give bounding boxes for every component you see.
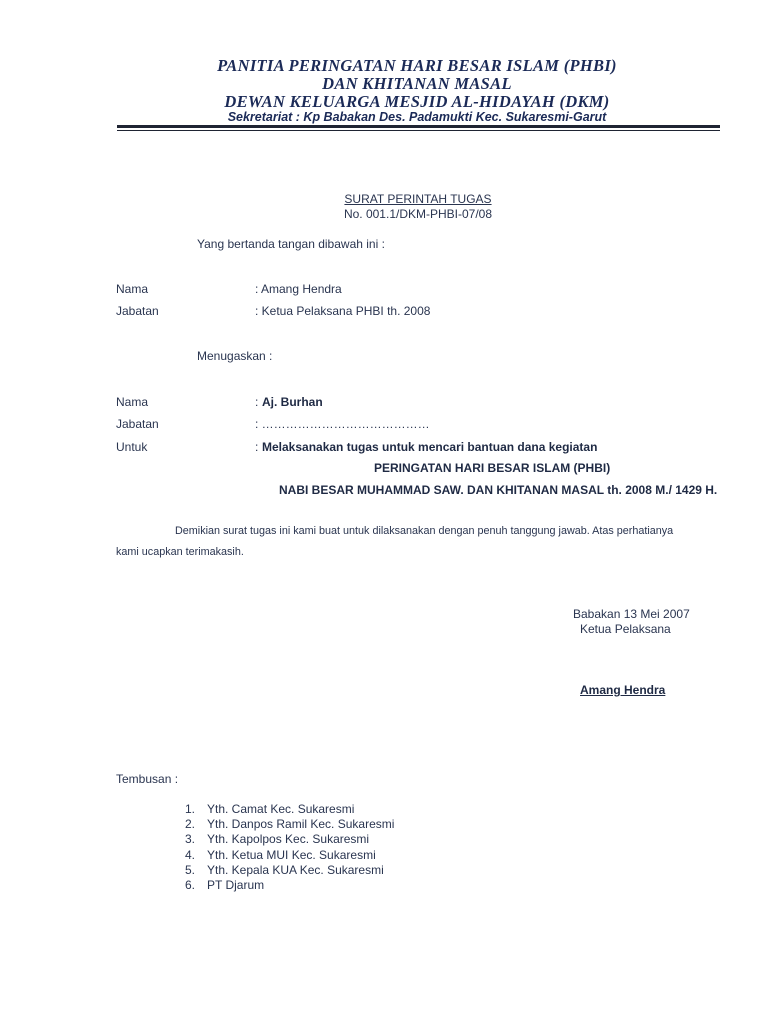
cc-item-text: PT Djarum — [207, 878, 265, 892]
cc-item-text: Yth. Danpos Ramil Kec. Sukaresmi — [207, 817, 395, 831]
cc-list-item — [185, 863, 384, 877]
assignee-purpose-label: Untuk — [116, 440, 148, 454]
intro-text: Yang bertanda tangan dibawah ini : — [197, 237, 385, 251]
cc-item-number: 6. — [185, 878, 196, 892]
assignee-purpose-line-2: PERINGATAN HARI BESAR ISLAM (PHBI) — [374, 461, 611, 475]
cc-list-item — [185, 848, 376, 862]
cc-item-text: Yth. Ketua MUI Kec. Sukaresmi — [207, 848, 376, 862]
cc-list-item — [185, 817, 394, 831]
signer-name-value: : Amang Hendra — [255, 282, 342, 296]
cc-list-item — [185, 832, 369, 846]
assignee-purpose-colon: : — [255, 440, 259, 454]
signature-name: Amang Hendra — [580, 683, 666, 697]
cc-list-item — [185, 878, 264, 892]
letterhead-secretariat: Sekretariat : Kp Babakan Des. Padamukti Kec. Sukaresmi-Garut — [227, 110, 607, 124]
document-number: No. 001.1/DKM-PHBI-07/08 — [343, 207, 493, 221]
cc-item-text: Yth. Camat Kec. Sukaresmi — [207, 802, 355, 816]
letterhead-line-1: PANITIA PERINGATAN HARI BESAR ISLAM (PHBI) — [217, 56, 617, 75]
signature-place-date: Babakan 13 Mei 2007 — [573, 607, 690, 621]
signer-position-label: Jabatan — [116, 304, 159, 318]
assignee-position-value: : …………………………………… — [255, 417, 430, 431]
cc-item-number: 1. — [185, 802, 196, 816]
assign-label: Menugaskan : — [197, 349, 273, 363]
signer-position-value: : Ketua Pelaksana PHBI th. 2008 — [255, 304, 431, 318]
assignee-purpose-line-1: Melaksanakan tugas untuk mencari bantuan dana kegiatan — [262, 440, 598, 454]
cc-item-text: Yth. Kepala KUA Kec. Sukaresmi — [207, 863, 384, 877]
letterhead-rule-thick — [117, 125, 720, 128]
signer-name-label: Nama — [116, 282, 149, 296]
cc-list-item — [185, 802, 354, 816]
assignee-name-colon: : — [255, 395, 259, 409]
signature-role: Ketua Pelaksana — [580, 622, 671, 636]
assignee-name-value: Aj. Burhan — [262, 395, 323, 409]
cc-item-number: 5. — [185, 863, 196, 877]
cc-label: Tembusan : — [116, 772, 179, 786]
document-title: SURAT PERINTAH TUGAS — [344, 192, 492, 206]
assignee-position-label: Jabatan — [116, 417, 159, 431]
cc-item-number: 4. — [185, 848, 196, 862]
closing-line-2: kami ucapkan terimakasih. — [116, 546, 244, 558]
letterhead-line-2: DAN KHITANAN MASAL — [322, 74, 512, 93]
cc-item-text: Yth. Kapolpos Kec. Sukaresmi — [207, 832, 370, 846]
assignee-name-label: Nama — [116, 395, 149, 409]
closing-line-1: Demikian surat tugas ini kami buat untuk dilaksanakan dengan penuh tanggung jawab. Atas perhatianya — [175, 525, 674, 537]
cc-item-number: 3. — [185, 832, 196, 846]
letterhead-line-3: DEWAN KELUARGA MESJID AL-HIDAYAH (DKM) — [224, 92, 610, 111]
assignee-purpose-line-3: NABI BESAR MUHAMMAD SAW. DAN KHITANAN MASAL th. 2008 M./ 1429 H. — [279, 483, 718, 497]
letterhead-rule-thin — [117, 130, 720, 131]
cc-item-number: 2. — [185, 817, 196, 831]
